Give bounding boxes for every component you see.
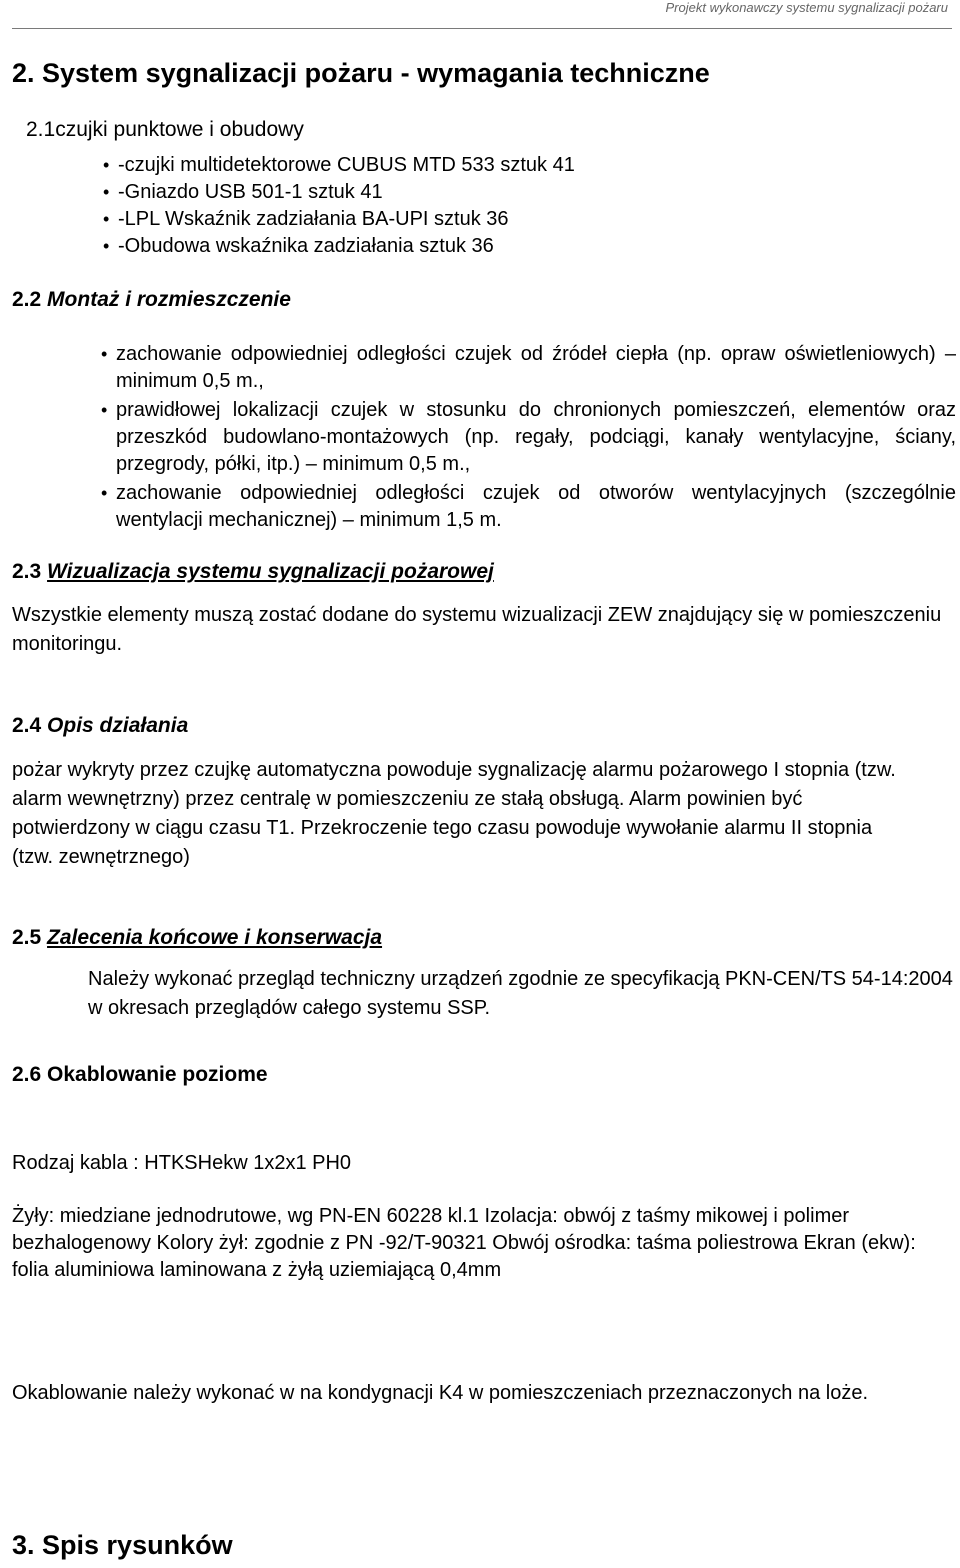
running-header: Projekt wykonawczy systemu sygnalizacji pożaru xyxy=(665,0,948,15)
operation-paragraph: pożar wykryty przez czujkę automatyczna powoduje sygnalizację alarmu pożarowego I stopnia (tzw. alarm wewnętrzny) przez centralę w pomieszczeniu ze stałą obsługą. Alarm powinien być potwierdzony w ciągu czasu T1. Przekroczenie tego czasu powoduje wywołanie alarmu II stopnia (tzw. zewnętrznego) xyxy=(12,759,896,868)
list-item: • -Gniazdo USB 501-1 sztuk 41 xyxy=(118,179,918,206)
subsection-2-4-heading xyxy=(12,714,188,738)
section-number: 2.4 xyxy=(12,714,42,737)
subsection-2-5-heading xyxy=(12,926,382,950)
section-title: Zalecenia końcowe i konserwacja xyxy=(47,926,383,949)
cable-specification-paragraph: Żyły: miedziane jednodrutowe, wg PN-EN 60228 kl.1 Izolacja: obwój z taśmy mikowej i polimer bezhalogenowy Kolory żył: zgodnie z PN -92/T-90321 Obwój ośrodka: taśma poliestrowa Ekran (ekw): folia aluminiowa laminowana z żyłą uziemiającą 0,4mm xyxy=(12,1205,916,1281)
subsection-2-6-heading: 2.6 Okablowanie poziome xyxy=(12,1063,268,1086)
visualization-paragraph: Wszystkie elementy muszą zostać dodane do systemu wizualizacji ZEW znajdujący się w pomieszczeniu monitoringu. xyxy=(12,604,942,655)
detector-list xyxy=(118,152,918,260)
list-item: • -czujki multidetektorowe CUBUS MTD 533 sztuk 41 xyxy=(118,152,918,179)
section-number: 2.3 xyxy=(12,560,42,583)
list-item: • zachowanie odpowiedniej odległości czujek od źródeł ciepła (np. opraw oświetleniowych) – minimum 0,5 m., xyxy=(116,341,956,395)
subsection-2-1-heading: 2.1czujki punktowe i obudowy xyxy=(26,118,304,141)
section-title: Opis działania xyxy=(47,714,189,737)
section-title: Montaż i rozmieszczenie xyxy=(47,288,291,311)
section-title: Wizualizacja systemu sygnalizacji pożarowej xyxy=(47,560,494,583)
section-2-heading: 2. System sygnalizacji pożaru - wymagania techniczne xyxy=(12,58,710,88)
list-item: • prawidłowej lokalizacji czujek w stosunku do chronionych pomieszczeń, elementów oraz przeszkód budowlano-montażowych (np. regały, podciągi, kanały wentylacyjne, ściany, przegrody, półki, itp.) – minimum 0,5 m., xyxy=(116,397,956,478)
subsection-2-3-heading xyxy=(12,560,494,584)
installation-rules-list xyxy=(116,341,956,534)
section-3-heading: 3. Spis rysunków xyxy=(12,1530,233,1560)
list-item: • -Obudowa wskaźnika zadziałania sztuk 36 xyxy=(118,233,918,260)
list-item: • -LPL Wskaźnik zadziałania BA-UPI sztuk 36 xyxy=(118,206,918,233)
maintenance-paragraph: Należy wykonać przegląd techniczny urządzeń zgodnie ze specyfikacją PKN-CEN/TS 54-14:2004 w okresach przeglądów całego systemu SSP. xyxy=(88,968,953,1019)
installation-location-paragraph: Okablowanie należy wykonać w na kondygnacji K4 w pomieszczeniach przeznaczonych na loże. xyxy=(12,1382,869,1404)
cable-type-line: Rodzaj kabla : HTKSHekw 1x2x1 PH0 xyxy=(12,1152,352,1174)
section-number: 2.5 xyxy=(12,926,42,949)
list-item: • zachowanie odpowiedniej odległości czujek od otworów wentylacyjnych (szczególnie wentylacji mechanicznej) – minimum 1,5 m. xyxy=(116,480,956,534)
section-number: 2.2 xyxy=(12,288,42,311)
subsection-2-2-heading xyxy=(12,288,291,312)
header-divider xyxy=(12,28,952,29)
